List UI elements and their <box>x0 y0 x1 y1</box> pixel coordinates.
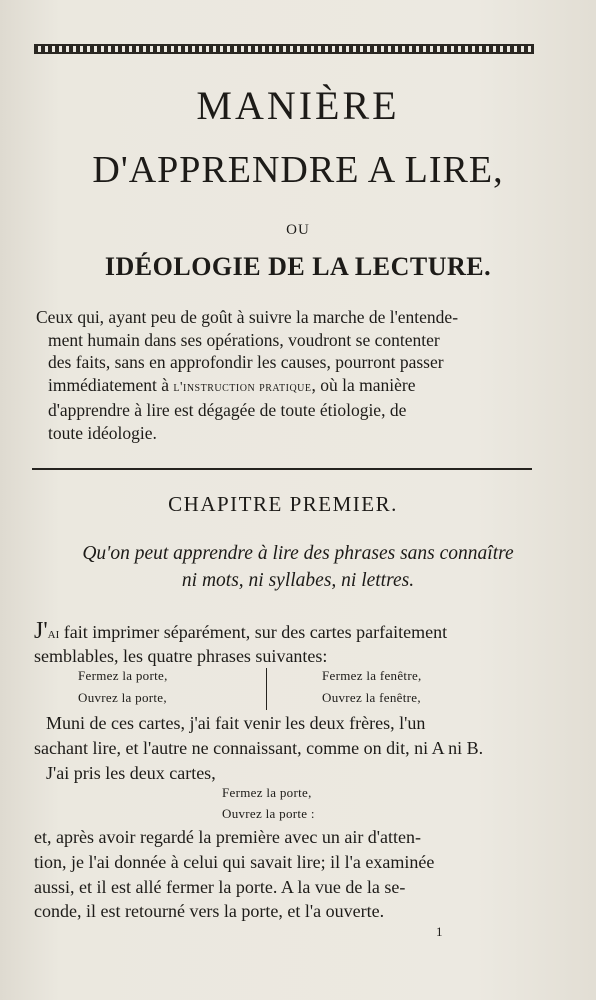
body-line: J'ai pris les deux cartes, <box>46 763 216 783</box>
instruction-pratique-ref: l'instruction pratique <box>173 379 312 395</box>
card-phrase-1: Fermez la porte, <box>222 785 312 800</box>
body-line: tion, je l'ai donnée à celui qui savait lire; il l'a examinée <box>34 852 435 872</box>
intro-text: , où la manière <box>311 374 416 395</box>
body-line: sachant lire, et l'autre ne connaissant, comme on dit, ni A ni B. <box>34 738 484 758</box>
intro-line: d'apprendre à lire est dégagée de toute étiologie, de <box>48 400 407 420</box>
section-divider <box>32 468 532 470</box>
body-text: fait imprimer séparément, sur des cartes parfaitement <box>59 622 448 642</box>
title-line-3: IDÉOLOGIE DE LA LECTURE. <box>104 252 492 281</box>
body-line: conde, il est retourné vers la porte, et l'a ouverte. <box>34 901 385 921</box>
chapter-heading: CHAPITRE PREMIER. <box>168 492 398 516</box>
intro-line <box>36 374 536 400</box>
drop-cap: J' <box>34 618 48 644</box>
phrase-separator <box>266 668 267 710</box>
body-line <box>34 620 534 645</box>
card-phrase-2: Ouvrez la porte : <box>222 806 315 821</box>
intro-paragraph <box>36 306 536 444</box>
phrase-left-1: Fermez la porte, <box>78 668 168 683</box>
page-number: 1 <box>436 924 443 939</box>
body-line: aussi, et il est allé fermer la porte. A la vue de la se- <box>34 877 406 897</box>
body-line: semblables, les quatre phrases suivantes: <box>34 646 328 666</box>
phrase-right-2: Ouvrez la fenêtre, <box>322 690 421 705</box>
intro-line: des faits, sans en approfondir les causes, pourront passer <box>48 352 444 372</box>
body-line: Muni de ces cartes, j'ai fait venir les deux frères, l'un <box>46 713 426 733</box>
ornamental-border <box>34 44 534 54</box>
phrase-right-1: Fermez la fenêtre, <box>322 668 422 683</box>
title-line-2: D'APPRENDRE A LIRE, <box>92 149 504 191</box>
chapter-subtitle-line-1: Qu'on peut apprendre à lire des phrases sans connaître <box>82 543 514 564</box>
chapter-subtitle-line-2: ni mots, ni syllabes, ni lettres. <box>181 570 415 591</box>
small-caps-word: ai <box>47 626 60 642</box>
intro-line: Ceux qui, ayant peu de goût à suivre la marche de l'entende- <box>36 307 459 327</box>
title-conjunction: OU <box>286 222 310 238</box>
body-line: et, après avoir regardé la première avec un air d'atten- <box>34 827 422 847</box>
title-line-1: MANIÈRE <box>196 83 400 128</box>
intro-line: toute idéologie. <box>48 422 157 443</box>
intro-text: immédiatement à <box>48 374 174 395</box>
intro-line: ment humain dans ses opérations, voudront se contenter <box>48 329 440 350</box>
phrase-left-2: Ouvrez la porte, <box>78 690 167 705</box>
